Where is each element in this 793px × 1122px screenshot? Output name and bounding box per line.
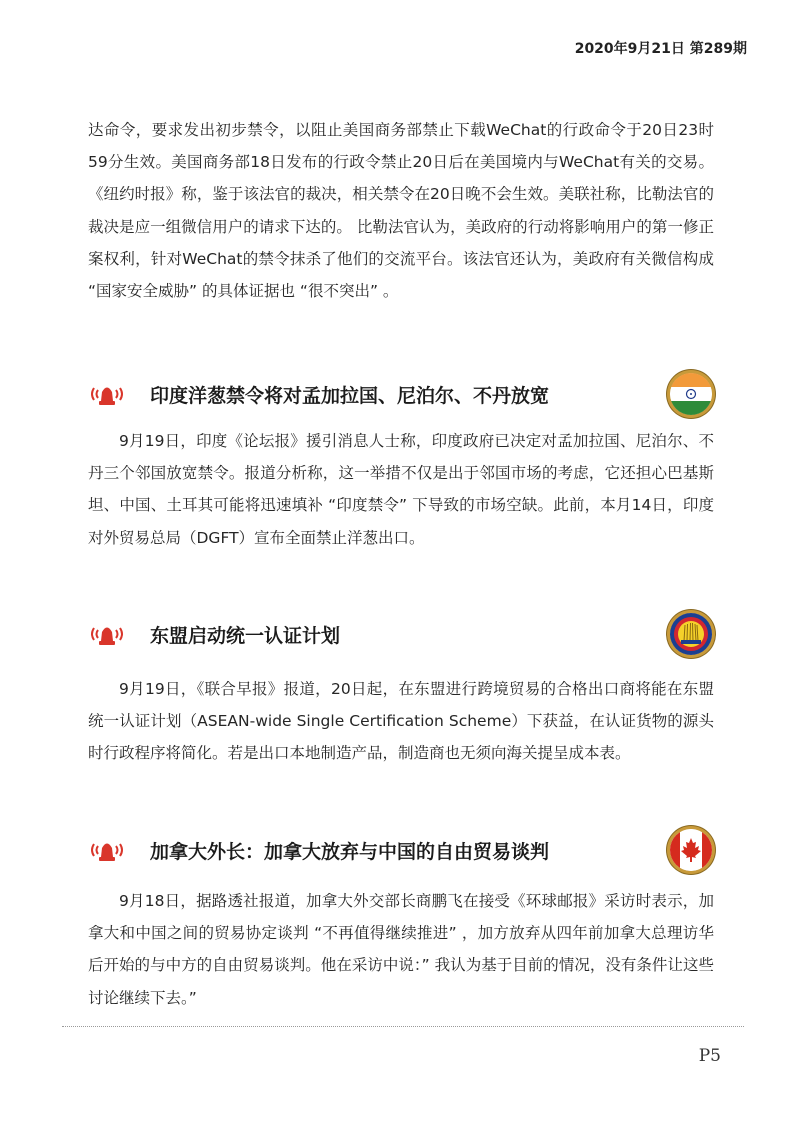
section-india-body: 9月19日，印度《论坛报》援引消息人士称，印度政府已决定对孟加拉国、尼泊尔、不丹三个邻国放宽禁令。报道分析称，这一举措不仅是出于邻国市场的考虑，它还担心巴基斯坦、中国、土耳其可能将迅速填补 “印度禁令” 下导致的市场空缺。此前，本月14日，印度对外贸易总局（DGFT）宣布全面禁止洋葱出口。: [88, 432, 714, 547]
section-india-heading: [88, 373, 714, 417]
section-title: 加拿大外长：加拿大放弃与中国的自由贸易谈判: [150, 841, 550, 863]
section-asean-heading: [88, 613, 714, 657]
section-asean-body: 9月19日，《联合早报》报道，20日起，在东盟进行跨境贸易的合格出口商将能在东盟统一认证计划（ASEAN-wide Single Certification Scheme）下获益，在认证货物的源头时行政程序将简化。若是出口本地制造产品，制造商也无须向海关提呈成本表。: [88, 680, 714, 763]
canada-flag-icon: [670, 829, 712, 871]
india-flag-icon: [670, 373, 712, 415]
bell-icon: [88, 835, 130, 865]
bell-icon: [88, 379, 130, 409]
page-number: P5: [698, 1046, 721, 1066]
intro-paragraph: 达命令，要求发出初步禁令，以阻止美国商务部禁止下载WeChat的行政命令于20日23时59分生效。美国商务部18日发布的行政令禁止20日后在美国境内与WeChat有关的交易。《纽约时报》称，鉴于该法官的裁决，相关禁令在20日晚不会生效。美联社称，比勒法官的裁决是应一组微信用户的请求下达的。 比勒法官认为，美政府的行动将影响用户的第一修正案权利，针对WeChat的禁令抹杀了他们的交流平台。该法官还认为，美政府有关微信构成 “国家安全威胁” 的具体证据也 “很不突出” 。: [88, 121, 714, 301]
section-title: 东盟启动统一认证计划: [150, 625, 341, 647]
section-title: 印度洋葱禁令将对孟加拉国、尼泊尔、不丹放宽: [150, 385, 550, 407]
asean-emblem-icon: [670, 613, 712, 655]
section-canada-heading: [88, 829, 714, 873]
header-date: 2020年9月21日 第289期: [574, 41, 747, 57]
footer-divider: [62, 1026, 744, 1027]
bell-icon: [88, 619, 130, 649]
section-canada-body: 9月18日，据路透社报道，加拿大外交部长商鹏飞在接受《环球邮报》采访时表示，加拿大和中国之间的贸易协定谈判 “不再值得继续推进” ，加方放弃从四年前加拿大总理访华后开始的与中方的自由贸易谈判。他在采访中说：” 我认为基于目前的情况，没有条件让这些讨论继续下去。”: [88, 892, 714, 1007]
